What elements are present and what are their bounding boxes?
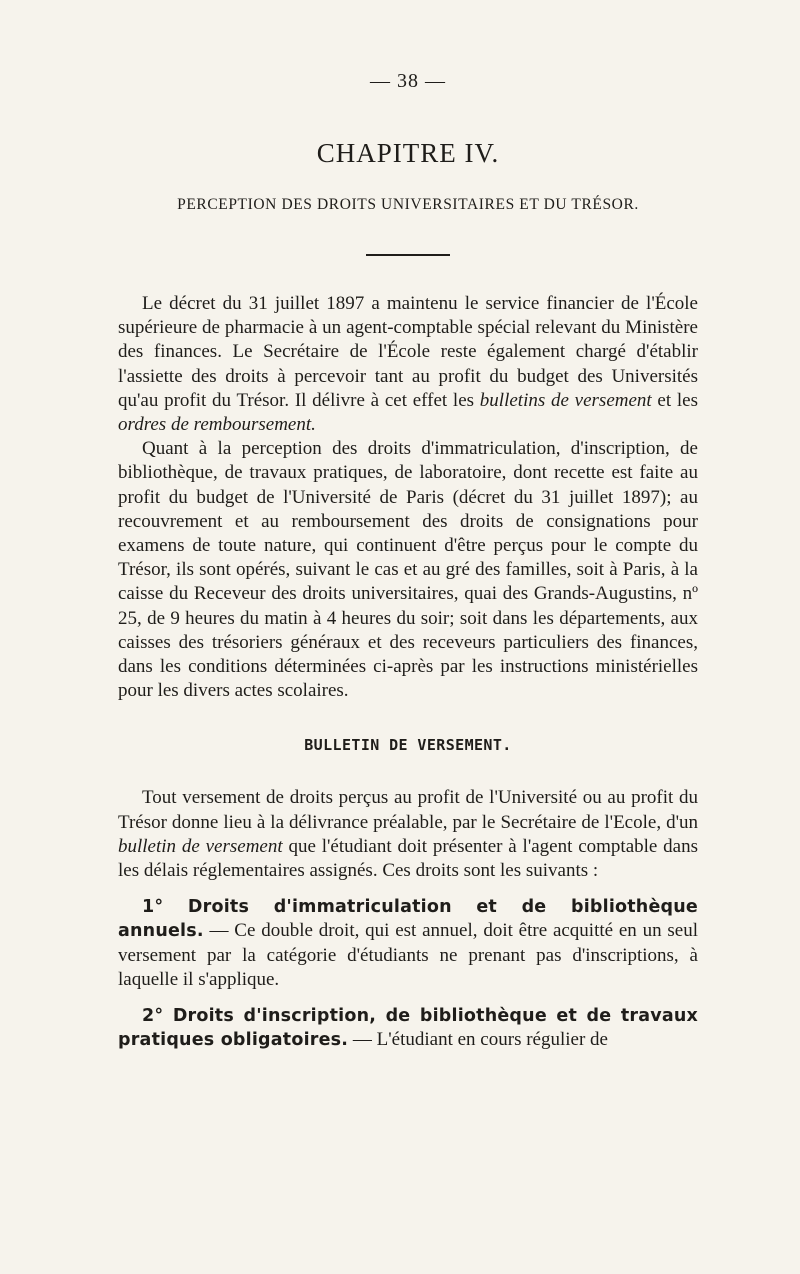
subheading-bulletin: BULLETIN DE VERSEMENT. bbox=[304, 736, 512, 755]
chapter-title: CHAPITRE IV. bbox=[316, 138, 500, 168]
paragraph-perception: Quant à la perception des droits d'immatriculation, d'inscription, de bibliothèque, de travaux pratiques, de laboratoire, dont recette est faite au profit du budget de l'Université de Paris (décret du 31 juillet 1897); au recouvrement et au remboursement des droits de consignations pour examens de toute nature, qui continuent d'être perçus pour le compte du Trésor, ils sont opérés, suivant le cas et au gré des familles, soit à Paris, à la caisse du Receveur des droits universitaires, quai des Grands-Augustins, nº 25, de 9 heures du matin à 4 heures du soir; soit dans les départements, aux caisses des trésoriers généraux et des receveurs particuliers des finances, dans les conditions déterminées ci-après par les instructions ministérielles pour les divers actes scolaires. bbox=[118, 438, 698, 702]
paragraph-decree-em-a: bulletins de versement bbox=[479, 389, 652, 411]
paragraph-versement bbox=[118, 786, 698, 883]
item-inscription-lead: 2° Droits d'inscription, de bibliothèque et de travaux pratiques obligatoires. bbox=[118, 1006, 698, 1051]
paragraph-decree-em-b: ordres de remboursement. bbox=[118, 414, 316, 436]
paragraph-versement-text-b: que l'étudiant doit présenter à l'agent comptable dans les délais réglementaires assignés. Ces droits sont les suivants : bbox=[118, 835, 698, 882]
section-title: PERCEPTION DES DROITS UNIVERSITAIRES ET DU TRÉSOR. bbox=[177, 196, 639, 213]
paragraph-decree bbox=[118, 292, 698, 437]
item-immatriculation bbox=[118, 895, 698, 992]
title-divider bbox=[366, 254, 450, 256]
item-immatriculation-text: — Ce double droit, qui est annuel, doit être acquitté en un seul versement par la catégorie d'étudiants ne prenant pas d'inscriptions, à laquelle il s'applique. bbox=[118, 920, 698, 990]
paragraph-versement-em-a: bulletin de versement bbox=[118, 835, 283, 857]
item-immatriculation-lead: 1° Droits d'immatriculation et de bibliothèque annuels. bbox=[118, 897, 698, 942]
page-number: — 38 — bbox=[370, 70, 446, 92]
paragraph-decree-text-b: et les bbox=[651, 389, 698, 411]
item-inscription bbox=[118, 1004, 698, 1052]
item-inscription-text: — L'étudiant en cours régulier de bbox=[348, 1029, 608, 1051]
paragraph-versement-text-a: Tout versement de droits perçus au profit de l'Université ou au profit du Trésor donne lieu à la délivrance préalable, par le Secrétaire de l'Ecole, d'un bbox=[118, 787, 698, 833]
paragraph-decree-text-a: Le décret du 31 juillet 1897 a maintenu le service financier de l'École supérieure de pharmacie à un agent-comptable spécial relevant du Ministère des finances. Le Secrétaire de l'École reste également chargé d'établir l'assiette des droits à percevoir tant au profit du budget des Universités qu'au profit du Trésor. Il délivre à cet effet les bbox=[118, 293, 698, 411]
